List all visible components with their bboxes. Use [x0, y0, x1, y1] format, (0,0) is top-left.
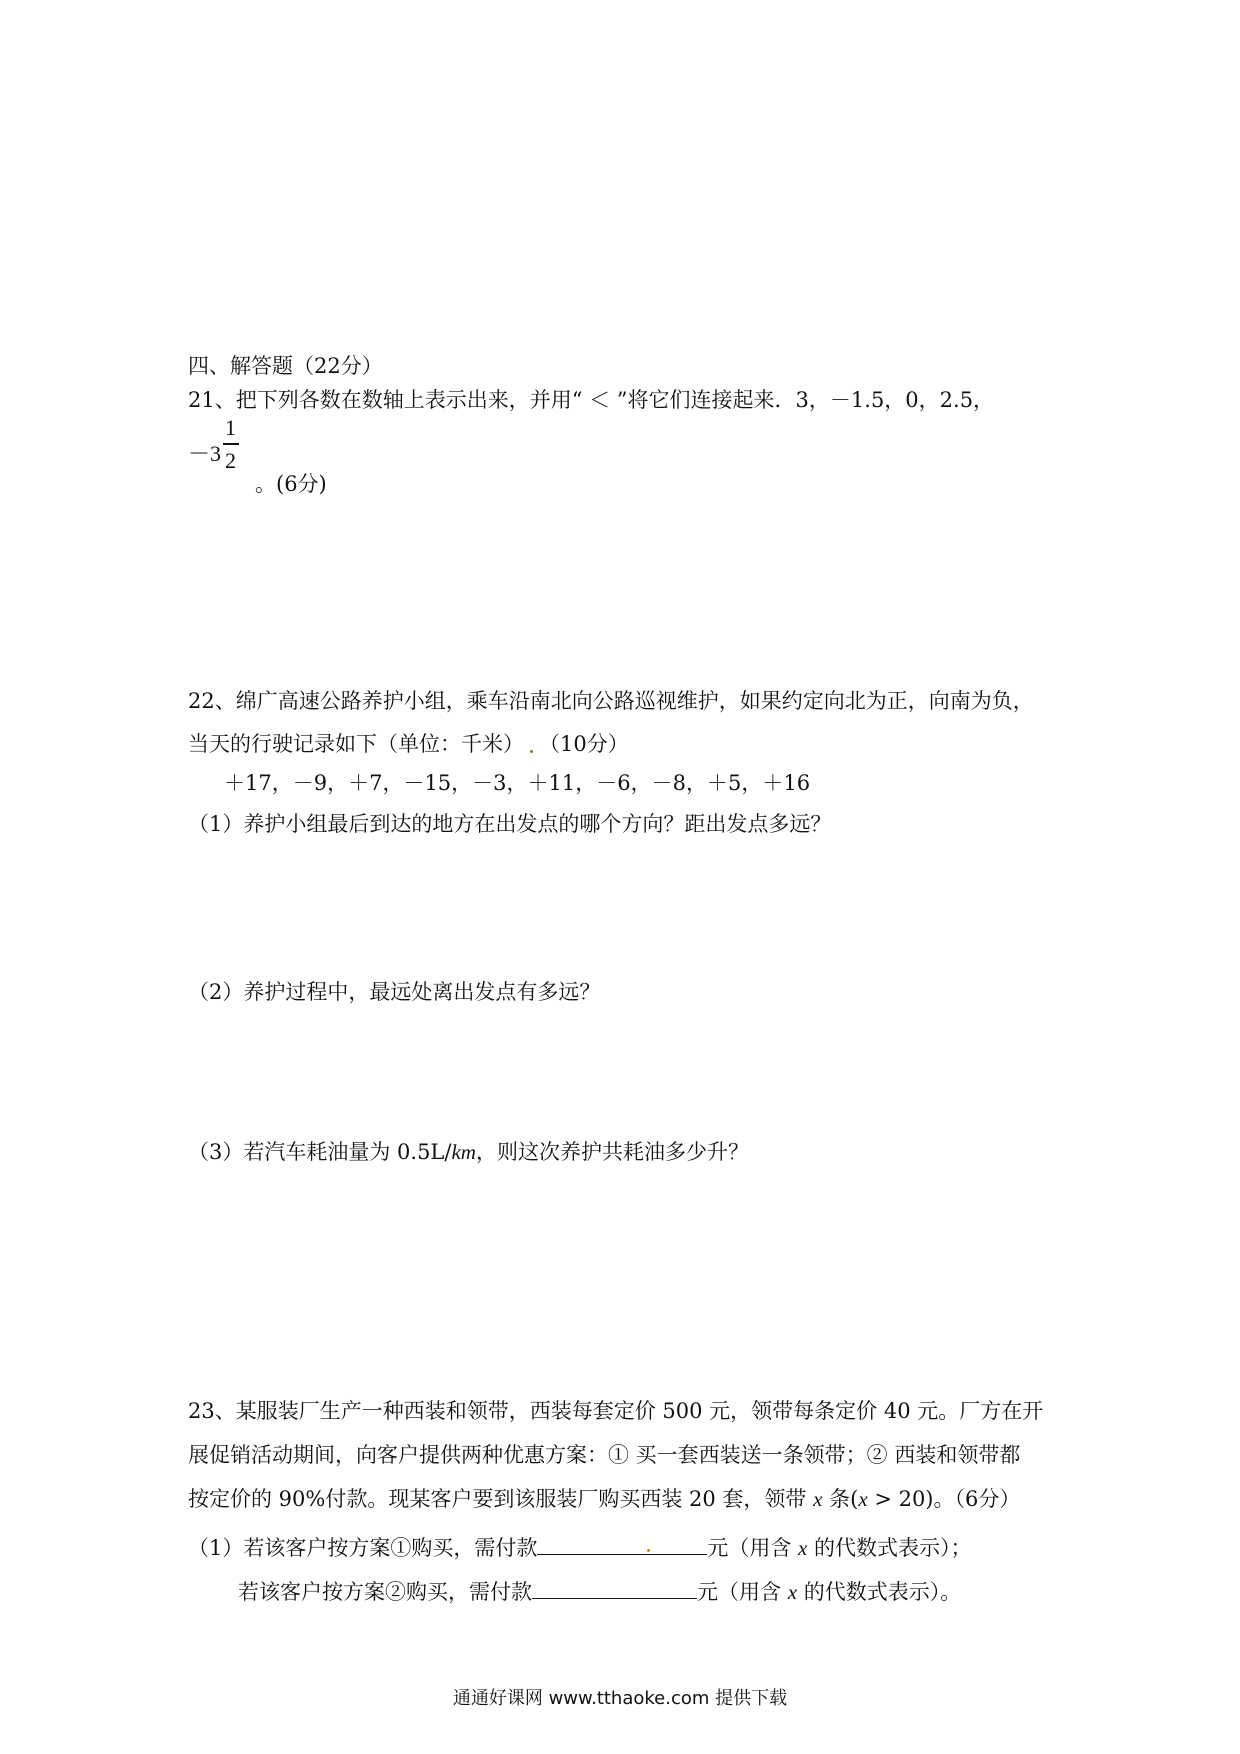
q23-var-x: x: [813, 1487, 823, 1511]
q21-text: 21、把下列各数在数轴上表示出来，并用“ ＜ ”将它们连接起来．3，－1.5，0，2.5，: [188, 388, 995, 412]
q23-line3b: 条(: [822, 1487, 859, 1511]
q21-mixed-whole: －3: [188, 441, 222, 466]
q23-sub1-x: x: [798, 1536, 808, 1560]
q22-sub3b: ，则这次养护共耗油多少升？: [475, 1140, 749, 1164]
q22-line2b: （10分）: [539, 732, 629, 756]
q22-sub3: [188, 1140, 749, 1165]
q23-line3: [188, 1487, 1020, 1512]
q21-tail: 。(6分): [255, 472, 327, 496]
q23-sub1c: 的代数式表示）；: [807, 1536, 972, 1560]
section-title: 四、解答题（22分）: [188, 354, 383, 378]
q22-line2a: 当天的行驶记录如下（单位：千米）: [188, 732, 524, 756]
q23-sub1: [188, 1534, 972, 1561]
q21-frac-bar: [223, 443, 239, 445]
q22-sub1: （1）养护小组最后到达的地方在出发点的哪个方向？距出发点多远？: [188, 812, 832, 836]
q22-records: ＋17，－9，＋7，－15，－3，＋11，－6，－8，＋5，＋16: [224, 771, 811, 795]
q22-line1: 22、绵广高速公路养护小组，乘车沿南北向公路巡视维护，如果约定向北为正，向南为负，: [188, 689, 1034, 713]
q23-sub2b: 元（用含: [697, 1580, 788, 1604]
q23-sub2: [238, 1578, 961, 1605]
q22-sub2: （2）养护过程中，最远处离出发点有多远？: [188, 980, 601, 1004]
q22-line2: [188, 732, 629, 757]
q23-sub2-x: x: [787, 1580, 798, 1604]
q21-frac-num: 1: [225, 415, 236, 440]
q23-line1: 23、某服装厂生产一种西装和领带，西装每套定价 500 元，领带每条定价 40 元。厂方在开: [188, 1399, 1044, 1423]
q22-sub3a: （3）若汽车耗油量为 0.5L/: [188, 1140, 452, 1164]
q23-sub1a: （1）若该客户按方案①购买，需付款: [188, 1536, 538, 1560]
page-footer: 通通好课网 www.tthaoke.com 提供下载: [452, 1688, 788, 1709]
q22-sub3-unit: km: [451, 1140, 476, 1164]
q23-answer-blank-1[interactable]: [537, 1534, 707, 1555]
q22-dot: [530, 750, 533, 753]
q23-line3a: 按定价的 90%付款。现某客户要到该服装厂购买西装 20 套，领带: [188, 1487, 814, 1511]
q23-line3c: > 20)。（6分）: [867, 1487, 1021, 1511]
q21-mixed-number: [188, 415, 248, 495]
q23-sub1b: 元（用含: [707, 1536, 799, 1560]
q23-var-x-2: x: [858, 1487, 868, 1511]
q23-sub2c: 的代数式表示）。: [797, 1580, 962, 1604]
q23-sub2a: 若该客户按方案②购买，需付款: [238, 1580, 532, 1604]
q23-answer-blank-2[interactable]: [532, 1578, 697, 1599]
q23-line2: 展促销活动期间，向客户提供两种优惠方案：① 买一套西装送一条领带；② 西装和领带都: [188, 1443, 1021, 1467]
q21-frac-den: 2: [225, 448, 236, 473]
